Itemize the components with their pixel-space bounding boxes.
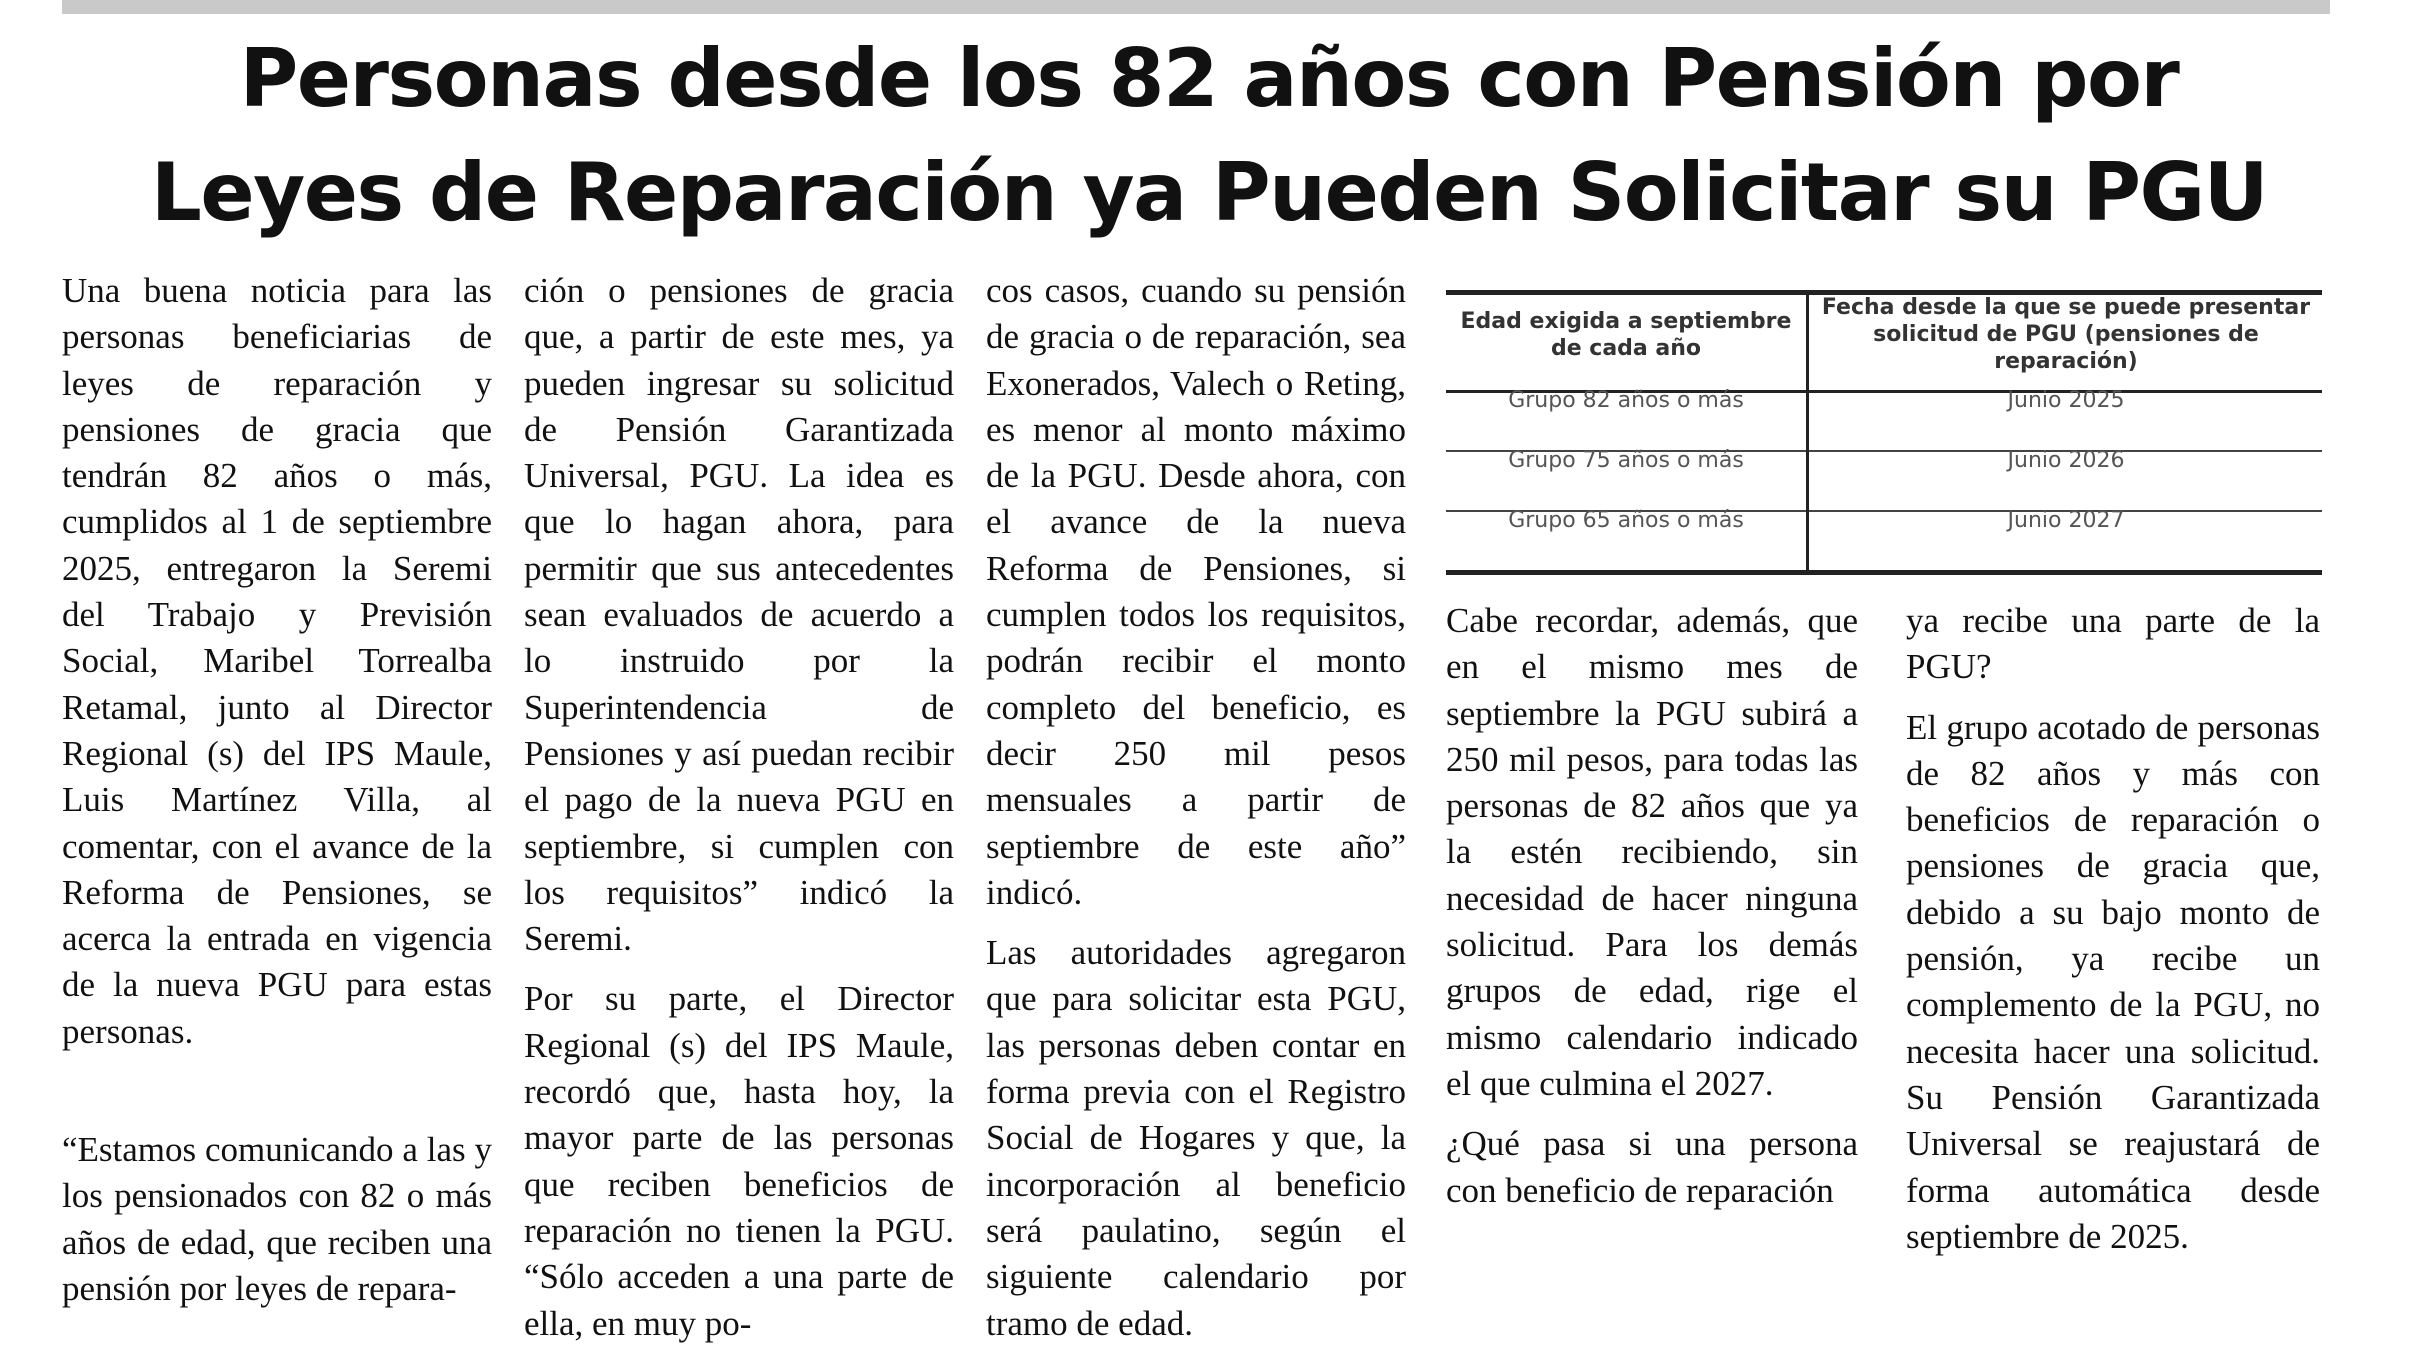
table-divider [1806,292,1809,572]
paragraph: El grupo acotado de personas de 82 años y más con beneficios de reparación o pensiones de gracia que, debido a su bajo monto de pensión, ya recibe un complemento de la PGU, no necesita hacer una solicitud. Su Pensión Garantizada Universal se reajustará de forma automática desde septiembre de 2025. [1906,707,2320,1256]
table-cell-group: Grupo 75 años o más [1508,448,1744,473]
paragraph: Por su parte, el Director Regional (s) del IPS Maule, recordó que, hasta hoy, la mayor parte de las personas que reciben beneficios de reparación no tienen la PGU. “Sólo acceden a una parte de ella, en muy po- [524,979,954,1343]
pgu-calendar-table [1446,286,2322,576]
article-column-5 [1906,598,2320,1260]
paragraph: Las autoridades agregaron que para solicitar esta PGU, las personas deben contar en forma previa con el Registro Social de Hogares y que, la incorporación al beneficio será paulatino, según el siguiente calendario por tramo de edad. [986,933,1406,1343]
paragraph: ción o pensiones de gracia que, a partir de este mes, ya pueden ingresar su solicitud de Pensión Garantizada Universal, PGU. La idea es que lo hagan ahora, para permitir que sus antecedentes sean evaluados de acuerdo a lo instruido por la Superintendencia de Pensiones y así puedan recibir el pago de la nueva PGU en septiembre, si cumplen con los requisitos” indicó la Seremi. [524,271,954,959]
table-header-date: Fecha desde la que se puede presentar solicitud de PGU (pensiones de reparación) [1821,295,2311,374]
paragraph: Una buena noticia para las personas beneficiarias de leyes de reparación y pensiones de gracia que tendrán 82 años o más, cumplidos al 1 de septiembre 2025, entregaron la Seremi del Trabajo y Previsión Social, Maribel Torrealba Retamal, junto al Director Regional (s) del IPS Maule, Luis Martínez Villa, al comentar, con el avance de la Reforma de Pensiones, se acerca la entrada en vigencia de la nueva PGU para estas personas. [62,271,492,1051]
table-rule [1446,570,2322,575]
table-cell-group: Grupo 65 años o más [1508,508,1744,533]
paragraph: “Estamos comunicando a las y los pensionados con 82 o más años de edad, que reciben una pensión por leyes de repara- [62,1130,492,1308]
table-cell-date: Junio 2025 [2007,388,2125,413]
paragraph: Cabe recordar, además, que en el mismo mes de septiembre la PGU subirá a 250 mil pesos, para todas las personas de 82 años que ya la estén recibiendo, sin necesidad de hacer ninguna solicitud. Para los demás grupos de edad, rige el mismo calendario indicado el que culmina el 2027. [1446,601,1858,1103]
table-header-age: Edad exigida a septiembre de cada año [1460,309,1792,361]
table-cell-group: Grupo 82 años o más [1508,388,1744,413]
paragraph: cos casos, cuando su pensión de gracia o de reparación, sea Exonerados, Valech o Reting, es menor al monto máximo de la PGU. Desde ahora, con el avance de la nueva Reforma de Pensiones, si cumplen todos los requisitos, podrán recibir el monto completo del beneficio, es decir 250 mil pesos mensuales a partir de septiembre de este año” indicó. [986,271,1406,912]
paragraph: ¿Qué pasa si una persona con beneficio de reparación [1446,1124,1858,1210]
table-cell-date: Junio 2027 [2007,508,2125,533]
table-cell-date: Junio 2026 [2007,448,2125,473]
headline-line-1: Personas desde los 82 años con Pensión por [239,32,2179,125]
paragraph: ya recibe una parte de la PGU? [1906,601,2320,687]
article-column-2 [524,268,954,1347]
article-column-4 [1446,598,1858,1214]
article-column-1 [62,268,492,1312]
headline-line-2: Leyes de Reparación ya Pueden Solicitar su PGU [150,146,2268,239]
top-rule [62,0,2330,14]
article-headline [0,22,2418,250]
article-column-3 [986,268,1406,1347]
